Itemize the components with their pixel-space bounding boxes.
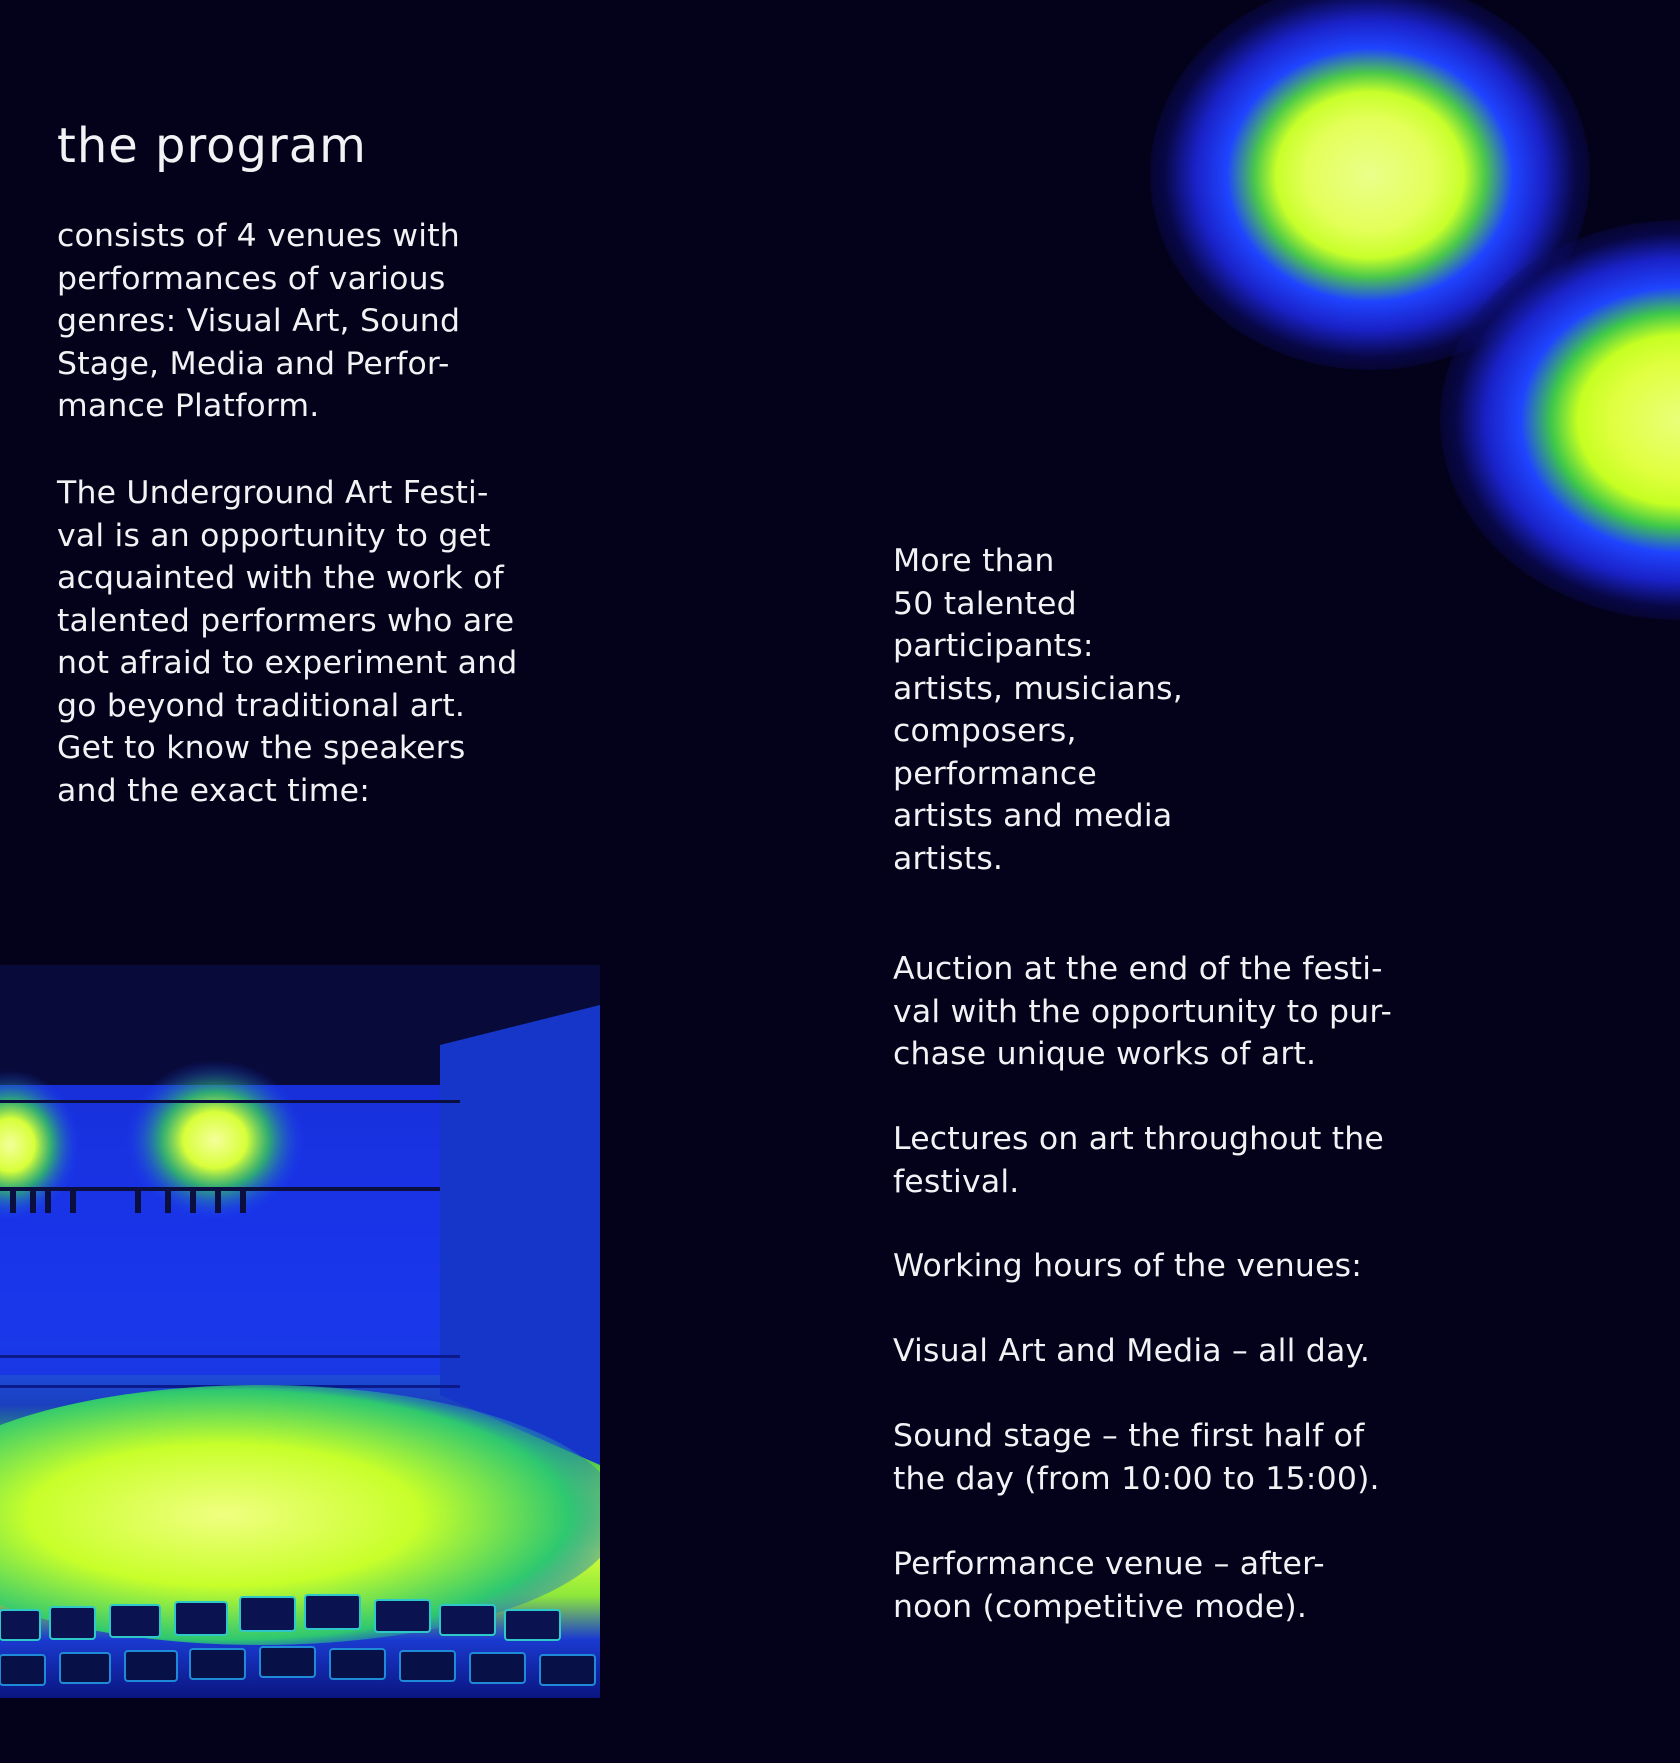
intro-paragraph: consists of 4 venues with performances of various genres: Visual Art, Sound Stage, Media and Perfor- mance Platform. xyxy=(57,218,461,424)
lectures-paragraph: Lectures on art throughout the festival. xyxy=(893,1121,1385,1200)
festival-paragraph: The Underground Art Festi- val is an opportunity to get acquainted with the work of talented performers who are not afraid to experiment and go beyond traditional art. Get to know the speakers and the exact time: xyxy=(57,475,518,809)
auction-paragraph: Auction at the end of the festi- val with the opportunity to pur- chase unique works of art. xyxy=(893,951,1393,1072)
sound-stage-hours: Sound stage – the first half of the day (from 10:00 to 15:00). xyxy=(893,1418,1380,1497)
performance-venue-hours: Performance venue – after- noon (competitive mode). xyxy=(893,1546,1325,1625)
stage-illustration xyxy=(0,965,600,1698)
stage-photo xyxy=(0,965,600,1698)
participants-paragraph: More than 50 talented participants: artists, musicians, composers, performance artists and media artists. xyxy=(893,543,1183,877)
visual-art-hours: Visual Art and Media – all day. xyxy=(893,1333,1371,1369)
page-title: the program xyxy=(57,118,367,174)
working-hours-heading: Working hours of the venues: xyxy=(893,1248,1363,1284)
